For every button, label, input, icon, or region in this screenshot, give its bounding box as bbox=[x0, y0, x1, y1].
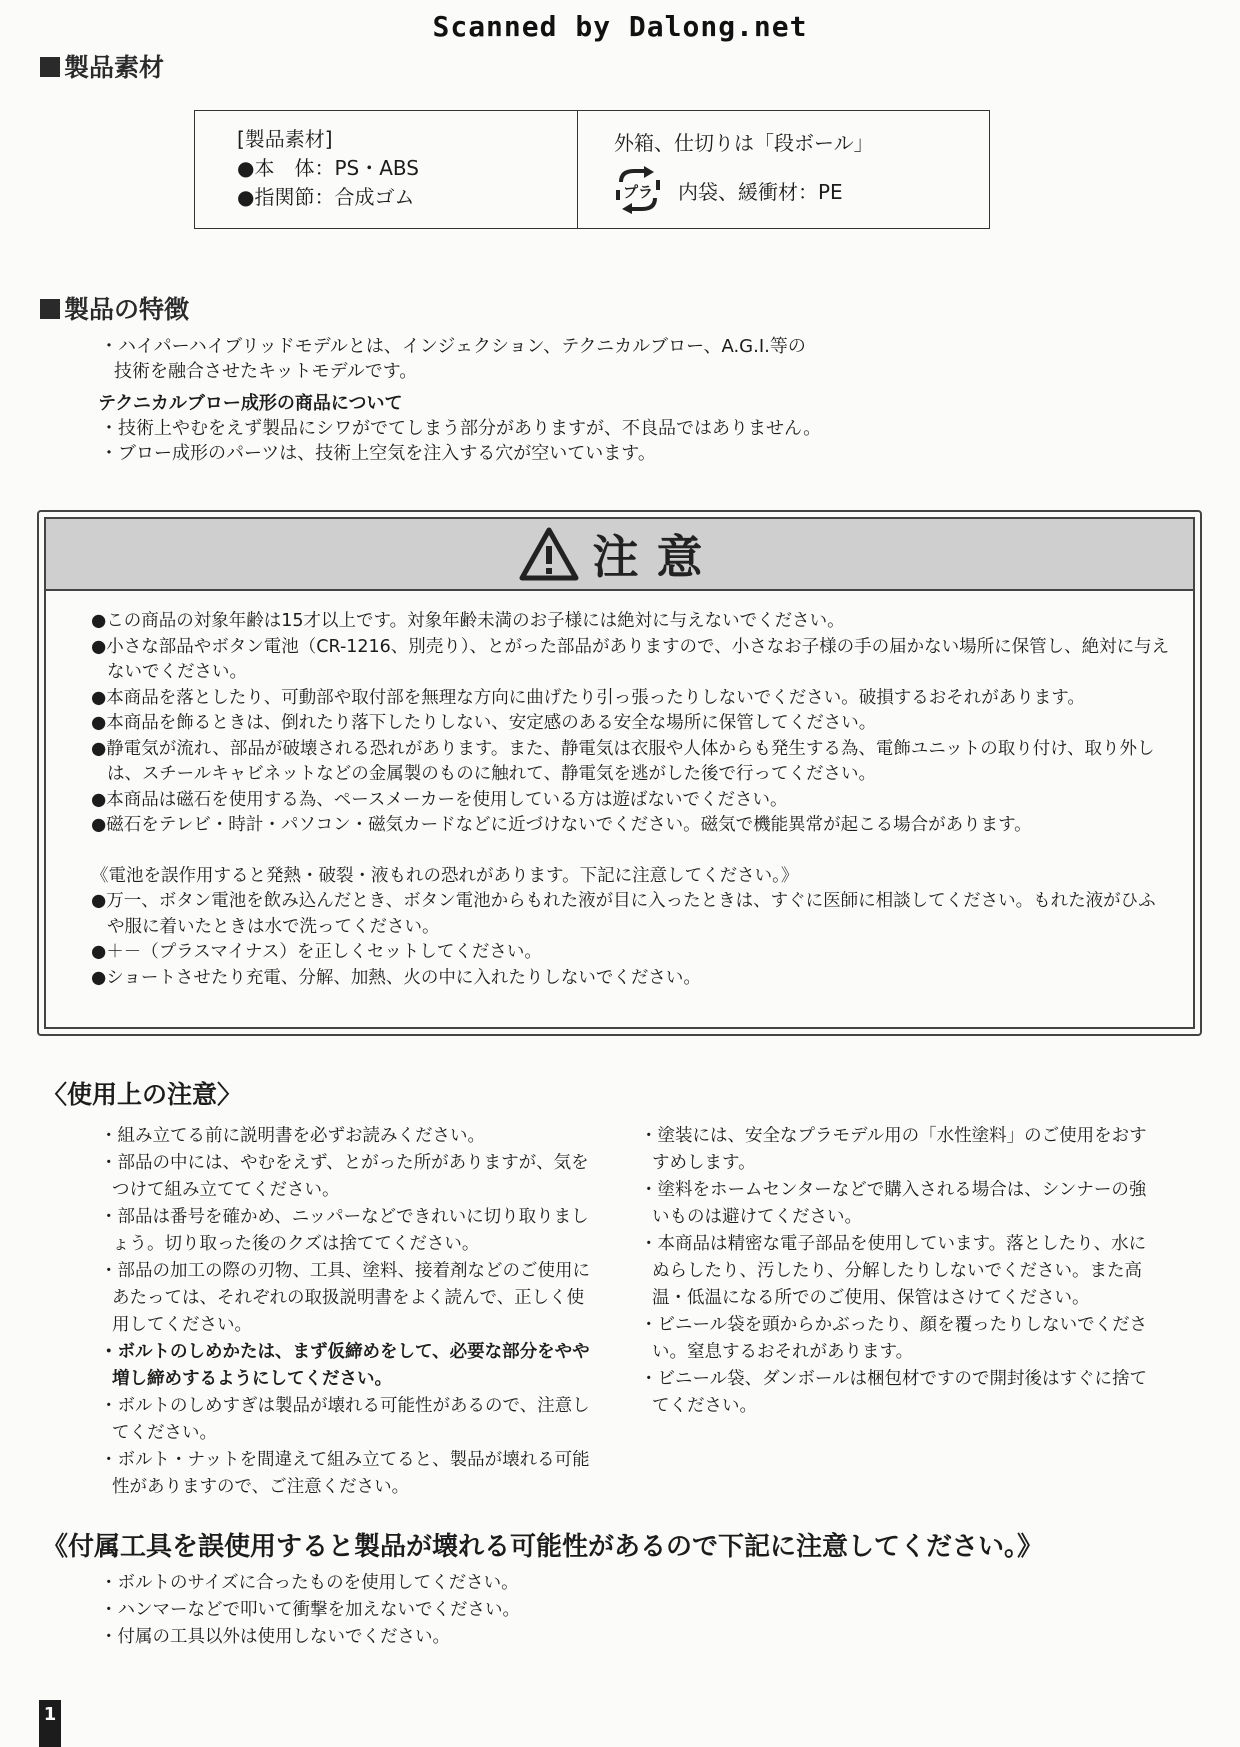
feature-item-cont: 技術を融合させたキットモデルです。 bbox=[114, 361, 418, 382]
caution-header bbox=[46, 519, 1193, 591]
usage-heading: 〈使用上の注意〉 bbox=[42, 1080, 243, 1109]
usage-item: ・ビニール袋、ダンボールは梱包材ですので開封後はすぐに捨ててください。 bbox=[640, 1369, 1147, 1416]
usage-item-bold: ・ボルトのしめかたは、まず仮締めをして、必要な部分をやや増し締めするようにしてください。 bbox=[100, 1342, 590, 1389]
tools-item: ・付属の工具以外は使用しないでください。 bbox=[100, 1627, 450, 1647]
tools-heading: 《付属工具を誤使用すると製品が壊れる可能性があるので下記に注意してください。》 bbox=[42, 1532, 1044, 1562]
material-outer-box: 外箱、仕切りは「段ボール」 bbox=[614, 131, 874, 155]
tools-item: ・ボルトのサイズに合ったものを使用してください。 bbox=[100, 1573, 519, 1593]
tools-list bbox=[100, 1570, 900, 1651]
feature-subheading: テクニカルブロー成形の商品について bbox=[98, 393, 403, 414]
caution-item: ●静電気が流れ、部品が破壊される恐れがあります。また、静電気は衣服や人体からも発生する為、電飾ユニットの取り付け、取り外しは、スチールキャビネットなどの金属製のものに触れて、静電気を逃がした後で行ってください。 bbox=[91, 738, 1155, 784]
caution-body bbox=[91, 609, 1173, 991]
usage-item: ・塗装には、安全なプラモデル用の「水性塗料」のご使用をおすすめします。 bbox=[640, 1126, 1147, 1173]
battery-note: 《電池を誤作用すると発熱・破裂・液もれの恐れがあります。下記に注意してください。》 bbox=[91, 865, 799, 886]
materials-right-cell bbox=[578, 111, 989, 244]
caution-box bbox=[37, 510, 1202, 1036]
page-number: 1 bbox=[43, 1704, 57, 1725]
usage-right-column bbox=[640, 1123, 1160, 1420]
square-bullet-icon bbox=[40, 57, 60, 77]
square-bullet-icon bbox=[40, 299, 60, 319]
usage-item: ・本商品は精密な電子部品を使用しています。落としたり、水にぬらしたり、汚したり、分解したりしないでください。また高温・低温になる所でのご使用、保管はさけてください。 bbox=[640, 1234, 1147, 1308]
usage-item: ・塗料をホームセンターなどで購入される場合は、シンナーの強いものは避けてください。 bbox=[640, 1180, 1147, 1227]
usage-item: ・ボルトのしめすぎは製品が壊れる可能性があるので、注意してください。 bbox=[100, 1396, 590, 1443]
materials-box bbox=[194, 110, 990, 229]
battery-item: ●＋－（プラスマイナス）を正しくセットしてください。 bbox=[91, 942, 542, 962]
material-body: ●本 体：PS・ABS bbox=[237, 156, 419, 180]
battery-item: ●万一、ボタン電池を飲み込んだとき、ボタン電池からもれた液が目に入ったときは、すぐに医師に相談してください。もれた液がひふや服に着いたときは水で洗ってください。 bbox=[91, 891, 1156, 937]
feature-item: ・ブロー成形のパーツは、技術上空気を注入する穴が空いています。 bbox=[100, 443, 656, 464]
svg-text:プラ: プラ bbox=[622, 183, 654, 201]
usage-item: ・部品は番号を確かめ、ニッパーなどできれいに切り取りましょう。切り取った後のクズは捨ててください。 bbox=[100, 1207, 589, 1254]
usage-item: ・部品の加工の際の刃物、工具、塗料、接着剤などのご使用にあたっては、それぞれの取扱説明書をよく読んで、正しく使用してください。 bbox=[100, 1261, 590, 1335]
material-joints: ●指関節：合成ゴム bbox=[237, 185, 415, 209]
caution-item: ●小さな部品やボタン電池（CR-1216、別売り）、とがった部品がありますので、小さなお子様の手の届かない場所に保管し、絶対に与えないでください。 bbox=[91, 636, 1170, 682]
usage-item: ・ビニール袋を頭からかぶったり、顔を覆ったりしないでください。窒息するおそれがあります。 bbox=[640, 1315, 1148, 1362]
usage-item: ・組み立てる前に説明書を必ずお読みください。 bbox=[100, 1126, 485, 1146]
materials-box-title: [製品素材] bbox=[237, 127, 333, 151]
usage-item: ・部品の中には、やむをえず、とがった所がありますが、気をつけて組み立ててください。 bbox=[100, 1153, 589, 1200]
caution-item: ●磁石をテレビ・時計・パソコン・磁気カードなどに近づけないでください。磁気で機能異常が起こる場合があります。 bbox=[91, 815, 1032, 835]
feature-item: ・ハイパーハイブリッドモデルとは、インジェクション、テクニカルブロー、A.G.I.等の bbox=[100, 336, 806, 357]
materials-left-cell bbox=[195, 111, 578, 228]
plastic-recycle-icon bbox=[612, 166, 664, 214]
scan-watermark: Scanned by Dalong.net bbox=[432, 10, 808, 43]
caution-item: ●本商品は磁石を使用する為、ペースメーカーを使用している方は遊ばないでください。 bbox=[91, 789, 788, 810]
materials-heading: 製品素材 bbox=[40, 48, 164, 84]
caution-item: ●本商品を飾るときは、倒れたり落下したりしない、安定感のある安全な場所に保管してください。 bbox=[91, 713, 877, 733]
features-heading: 製品の特徴 bbox=[40, 290, 189, 326]
warning-triangle-icon bbox=[519, 527, 579, 581]
battery-item: ●ショートさせたり充電、分解、加熱、火の中に入れたりしないでください。 bbox=[91, 967, 701, 988]
usage-left-column bbox=[100, 1123, 600, 1501]
feature-item: ・技術上やむをえず製品にシワがでてしまう部分がありますが、不良品ではありません。 bbox=[100, 418, 822, 439]
caution-item: ●この商品の対象年齢は15才以上です。対象年齢未満のお子様には絶対に与えないでください。 bbox=[91, 611, 845, 631]
features-list bbox=[100, 334, 1100, 466]
tools-item: ・ハンマーなどで叩いて衝撃を加えないでください。 bbox=[100, 1600, 520, 1620]
usage-item: ・ボルト・ナットを間違えて組み立てると、製品が壊れる可能性がありますので、ご注意ください。 bbox=[100, 1450, 590, 1497]
caution-item: ●本商品を落としたり、可動部や取付部を無理な方向に曲げたり引っ張ったりしないでください。破損するおそれがあります。 bbox=[91, 687, 1085, 708]
caution-title: 注意 bbox=[592, 530, 721, 584]
material-inner-bag: 内袋、緩衝材：PE bbox=[678, 179, 843, 204]
